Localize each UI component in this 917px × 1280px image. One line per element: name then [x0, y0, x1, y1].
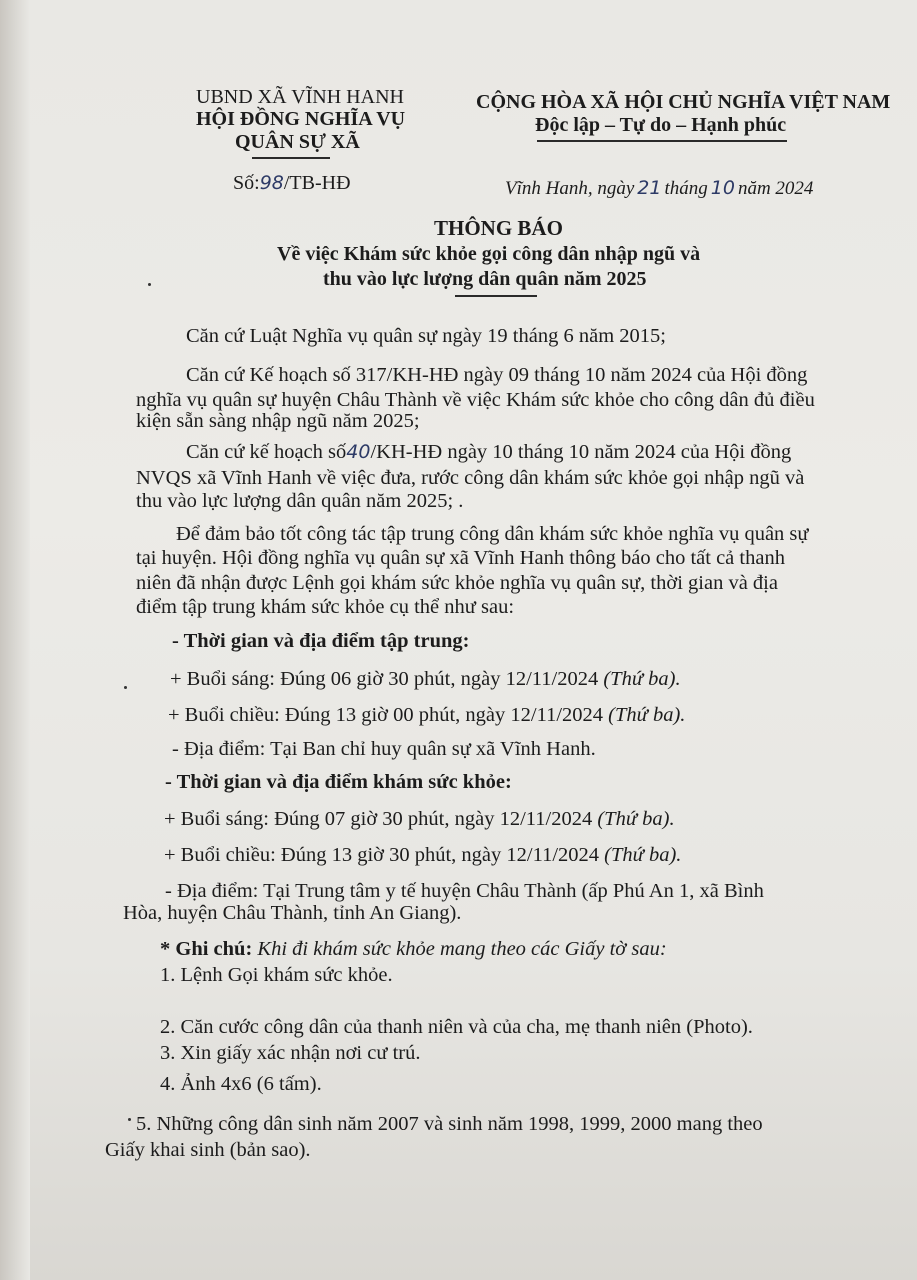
intro-line4: điểm tập trung khám sức khỏe cụ thể như sau: [136, 596, 515, 618]
legal-basis-1: Căn cứ Luật Nghĩa vụ quân sự ngày 19 tháng 6 năm 2015; [186, 325, 666, 347]
legal-basis-2-line2: nghĩa vụ quân sự huyện Châu Thành về việc Khám sức khỏe cho công dân đủ điều [136, 389, 815, 411]
intro-line3: niên đã nhận được Lệnh gọi khám sức khỏe nghĩa vụ quân sự, thời gian và địa [136, 572, 778, 594]
council-name-cont: QUÂN SỰ XÃ [235, 131, 360, 153]
motto-underline [537, 140, 787, 142]
gathering-afternoon: + Buổi chiều: Đúng 13 giờ 00 phút, ngày 12/11/2024 (Thứ ba). [168, 704, 686, 726]
note-item-2: 2. Căn cước công dân của thanh niên và của cha, mẹ thanh niên (Photo). [160, 1016, 753, 1038]
gathering-morning: + Buổi sáng: Đúng 06 giờ 30 phút, ngày 12/11/2024 (Thứ ba). [170, 668, 681, 690]
council-underline [252, 157, 330, 159]
exam-heading: - Thời gian và địa điểm khám sức khỏe: [165, 771, 512, 793]
national-motto: Độc lập – Tự do – Hạnh phúc [535, 114, 787, 136]
notes-intro: * Ghi chú: Khi đi khám sức khỏe mang theo các Giấy tờ sau: [160, 938, 667, 960]
plan-number-handwritten: 40 [346, 441, 371, 463]
notice-title: THÔNG BÁO [434, 216, 563, 240]
issue-date: Vĩnh Hanh, ngày 21 tháng 10 năm 2024 [505, 177, 814, 199]
note-item-5-line2: Giấy khai sinh (bản sao). [105, 1139, 311, 1161]
note-item-1: 1. Lệnh Gọi khám sức khỏe. [160, 964, 393, 986]
exam-afternoon: + Buổi chiều: Đúng 13 giờ 30 phút, ngày 12/11/2024 (Thứ ba). [164, 844, 682, 866]
title-underline [455, 295, 537, 297]
legal-basis-3-line1: Căn cứ kế hoạch số40/KH-HĐ ngày 10 tháng 10 năm 2024 của Hội đồng [186, 441, 792, 463]
intro-line2: tại huyện. Hội đồng nghĩa vụ quân sự xã Vĩnh Hanh thông báo cho tất cả thanh [136, 547, 785, 569]
exam-morning: + Buổi sáng: Đúng 07 giờ 30 phút, ngày 12/11/2024 (Thứ ba). [164, 808, 675, 830]
notice-subject-line1: Về việc Khám sức khỏe gọi công dân nhập ngũ và [277, 243, 701, 265]
document-number: Số:98/TB-HĐ [233, 172, 351, 194]
legal-basis-3-line2: NVQS xã Vĩnh Hanh về việc đưa, rước công dân khám sức khỏe gọi nhập ngũ và [136, 467, 805, 489]
document-number-handwritten: 98 [259, 172, 284, 194]
legal-basis-2-line1: Căn cứ Kế hoạch số 317/KH-HĐ ngày 09 tháng 10 năm 2024 của Hội đồng [186, 364, 808, 386]
council-name: HỘI ĐỒNG NGHĨA VỤ [196, 108, 406, 130]
date-month-handwritten: 10 [710, 177, 735, 199]
notice-subject-line2: thu vào lực lượng dân quân năm 2025 [323, 268, 647, 290]
note-item-3: 3. Xin giấy xác nhận nơi cư trú. [160, 1042, 421, 1064]
gathering-heading: - Thời gian và địa điểm tập trung: [172, 630, 470, 652]
national-title: CỘNG HÒA XÃ HỘI CHỦ NGHĨA VIỆT NAM [476, 91, 891, 113]
agency-name: UBND XÃ VĨNH HANH [196, 86, 404, 108]
exam-location-line1: - Địa điểm: Tại Trung tâm y tế huyện Châu Thành (ấp Phú An 1, xã Bình [165, 880, 764, 902]
stray-mark [148, 283, 151, 286]
date-day-handwritten: 21 [637, 177, 662, 199]
intro-line1: Để đảm bảo tốt công tác tập trung công dân khám sức khỏe nghĩa vụ quân sự [176, 523, 809, 545]
stray-mark [124, 686, 127, 689]
stray-mark [128, 1118, 131, 1121]
legal-basis-3-line3: thu vào lực lượng dân quân năm 2025; . [136, 490, 464, 512]
note-item-4: 4. Ảnh 4x6 (6 tấm). [160, 1073, 322, 1095]
legal-basis-2-line3: kiện sẵn sàng nhập ngũ năm 2025; [136, 410, 420, 432]
note-item-5-line1: 5. Những công dân sinh năm 2007 và sinh năm 1998, 1999, 2000 mang theo [136, 1113, 763, 1135]
exam-location-line2: Hòa, huyện Châu Thành, tỉnh An Giang). [123, 902, 462, 924]
gathering-location: - Địa điểm: Tại Ban chỉ huy quân sự xã Vĩnh Hanh. [172, 738, 596, 760]
